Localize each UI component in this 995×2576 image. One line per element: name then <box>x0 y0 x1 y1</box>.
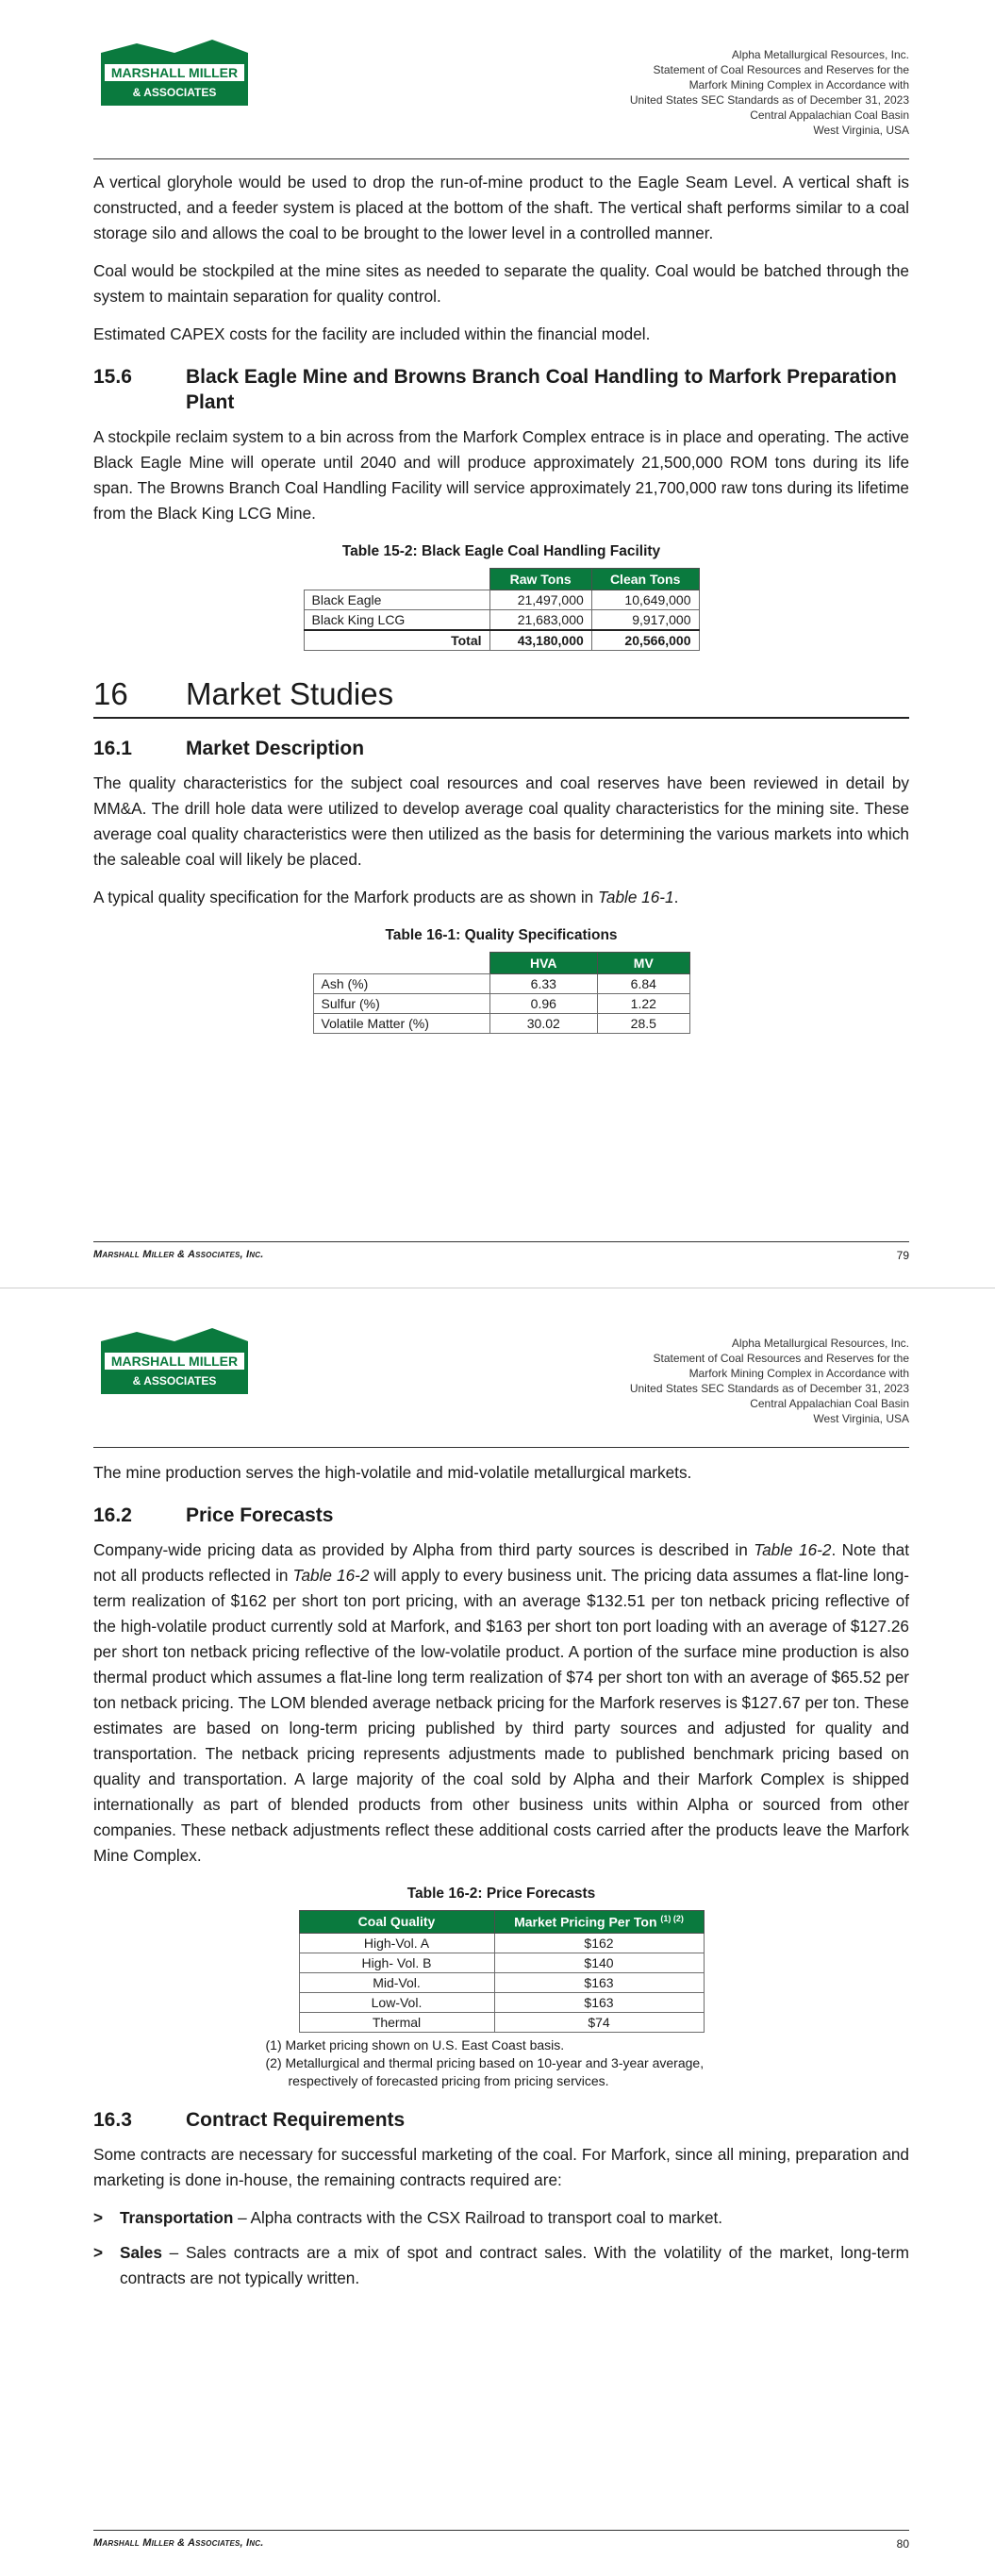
table-row <box>313 1014 689 1034</box>
cell-clean-tons: 9,917,000 <box>591 610 699 631</box>
footer-divider <box>93 2530 909 2531</box>
text-run: . <box>673 888 679 906</box>
header-line: Statement of Coal Resources and Reserves for the <box>653 63 909 76</box>
column-header: MV <box>598 953 689 974</box>
column-header-text: Market Pricing Per Ton <box>514 1914 657 1930</box>
document-header <box>630 1336 909 1426</box>
section-title: Contract Requirements <box>186 2108 406 2131</box>
header-line: West Virginia, USA <box>813 124 909 137</box>
page-number: 79 <box>896 1249 909 1262</box>
section-heading-16-2 <box>93 1503 909 1528</box>
table-total-row <box>304 630 699 651</box>
cell-hva: 30.02 <box>489 1014 598 1034</box>
cell-price: $140 <box>494 1953 704 1972</box>
paragraph: Some contracts are necessary for successful marketing of the coal. For Marfork, since all mining, preparation and marketing is done in-house, the remaining contracts required are: <box>93 2144 909 2189</box>
cell-clean-tons: 10,649,000 <box>591 590 699 610</box>
table-row <box>299 1953 704 1972</box>
page-80 <box>0 1288 995 2576</box>
table-notes <box>266 2036 738 2090</box>
row-label: Low-Vol. <box>299 1992 494 2012</box>
cell-mv: 1.22 <box>598 994 689 1014</box>
company-logo <box>99 40 250 108</box>
row-label: Black King LCG <box>304 610 489 631</box>
table-note: (2) Metallurgical and thermal pricing based on 10-year and 3-year average, respectively of forecasted pricing from pricing services. <box>265 2054 705 2088</box>
paragraph: The quality characteristics for the subject coal resources and coal reserves have been reviewed in detail by MM&A. The drill hole data were utilized to develop average coal quality characteristics for the mining site. These average coal quality characteristics were then utilized as the basis for determining the various markets into which the saleable coal will likely be placed. <box>93 773 909 869</box>
cell-hva: 0.96 <box>489 994 598 1014</box>
footer-company: Marshall Miller & Associates, Inc. <box>93 2537 264 2549</box>
list-item <box>93 2240 909 2291</box>
company-logo <box>99 1328 250 1396</box>
text-run: . Note that not all products reflected in <box>93 1540 910 1585</box>
row-label: Ash (%) <box>313 974 489 994</box>
cell-price: $163 <box>494 1992 704 2012</box>
cell-price: $162 <box>494 1933 704 1953</box>
table-row <box>304 590 699 610</box>
section-heading-16-3 <box>93 2107 909 2133</box>
header-line: Central Appalachian Coal Basin <box>750 1397 909 1410</box>
table-note: (1) Market pricing shown on U.S. East Coast basis. <box>265 2036 565 2052</box>
table-reference: Table 16-2 <box>754 1540 832 1559</box>
table-reference: Table 16-2 <box>292 1566 370 1585</box>
section-heading-16-1 <box>93 736 909 761</box>
row-label: Volatile Matter (%) <box>313 1014 489 1034</box>
footer-company: Marshall Miller & Associates, Inc. <box>93 1249 264 1260</box>
chapter-number: 16 <box>93 676 128 711</box>
header-line: United States SEC Standards as of December 31, 2023 <box>629 93 909 107</box>
logo-graphic <box>99 1328 250 1396</box>
table-row <box>304 610 699 631</box>
cell-price: $74 <box>494 2012 704 2032</box>
header-divider <box>93 1447 909 1448</box>
section-heading-15-6 <box>93 364 909 415</box>
row-label: Mid-Vol. <box>299 1972 494 1992</box>
cell-hva: 6.33 <box>489 974 598 994</box>
table-caption: Table 16-2: Price Forecasts <box>406 1886 596 1902</box>
bullet-marker: > <box>93 2242 104 2262</box>
bullet-term: Transportation <box>120 2207 234 2227</box>
total-label: Total <box>304 630 489 651</box>
paragraph: A stockpile reclaim system to a bin across from the Marfork Complex entrace is in place and operating. The active Black Eagle Mine will operate until 2040 and will produce approximately 21,500,000 ROM tons during its life span. The Browns Branch Coal Handling Facility will service approximately 21,700,000 raw tons during its lifetime from the Black King LCG Mine. <box>93 427 909 523</box>
paragraph <box>93 885 909 910</box>
paragraph <box>93 1537 909 1869</box>
table-15-2 <box>304 568 700 651</box>
logo-line-1: MARSHALL MILLER <box>110 1354 239 1369</box>
bullet-description: – Sales contracts are a mix of spot and contract sales. With the volatility of the market, long-term contracts are not typically written. <box>120 2242 909 2287</box>
header-line: West Virginia, USA <box>813 1412 909 1425</box>
text-run: Company-wide pricing data as provided by Alpha from third party sources is described in <box>93 1540 755 1559</box>
row-label: Thermal <box>299 2012 494 2032</box>
header-line: United States SEC Standards as of December 31, 2023 <box>629 1382 909 1395</box>
table-16-1 <box>313 952 690 1034</box>
page-content <box>93 170 909 1034</box>
section-title: Black Eagle Mine and Browns Branch Coal Handling to Marfork Preparation Plant <box>186 366 897 413</box>
table-reference: Table 16-1 <box>597 888 674 906</box>
paragraph: Estimated CAPEX costs for the facility are included within the financial model. <box>93 324 651 343</box>
footnote-marker: (1) (2) <box>660 1914 684 1923</box>
column-header: Clean Tons <box>591 569 699 590</box>
total-clean-tons: 20,566,000 <box>591 630 699 651</box>
column-header: Coal Quality <box>299 1911 494 1934</box>
table-row <box>313 994 689 1014</box>
bullet-marker: > <box>93 2207 104 2227</box>
footer-divider <box>93 1241 909 1242</box>
table-row <box>299 1933 704 1953</box>
column-header: HVA <box>489 953 598 974</box>
table-row <box>313 974 689 994</box>
header-line: Statement of Coal Resources and Reserves for the <box>653 1352 909 1365</box>
total-raw-tons: 43,180,000 <box>489 630 591 651</box>
chapter-title: Market Studies <box>186 676 394 711</box>
paragraph: The mine production serves the high-volatile and mid-volatile metallurgical markets. <box>93 1463 692 1482</box>
section-title: Market Description <box>186 738 365 759</box>
table-caption: Table 16-1: Quality Specifications <box>385 927 618 943</box>
row-label: High- Vol. B <box>299 1953 494 1972</box>
section-number: 16.2 <box>93 1504 132 1526</box>
logo-line-2: & ASSOCIATES <box>132 86 217 99</box>
header-line: Alpha Metallurgical Resources, Inc. <box>731 1337 909 1350</box>
row-label: Black Eagle <box>304 590 489 610</box>
bullet-description: – Alpha contracts with the CSX Railroad to transport coal to market. <box>233 2207 723 2227</box>
bullet-term: Sales <box>120 2242 162 2262</box>
chapter-heading-16 <box>93 675 909 719</box>
text-run: will apply to every business unit. The pricing data assumes a flat-line long-term realization of $162 per short ton port pricing, with an average $132.51 per ton netback pricing reflective of the high-volatile product currently sold at Marfork, and $163 per short ton port loading with an average of $127.26 per short ton netback pricing reflective of the low-volatile product. A portion of the surface mine production is also thermal product which assumes a flat-line long term realization of $74 per short ton with an average of $65.52 per ton netback pricing. The LOM blended average netback pricing for the Marfork reserves is $127.67 per ton. These estimates are based on long-term pricing published by third party sources and adjusted for quality and transportation. The netback pricing represents adjustments made to published benchmark pricing based on quality and transportation. A large majority of the coal sold by Alpha and their Marfork Complex is shipped internationally as part of blended products from other business units within Alpha or sourced from other companies. These netback adjustments reflect these additional costs carried after the products leave the Marfork Mine Complex. <box>93 1566 910 1865</box>
header-line: Marfork Mining Complex in Accordance with <box>688 78 909 91</box>
column-header: Raw Tons <box>489 569 591 590</box>
header-line: Alpha Metallurgical Resources, Inc. <box>731 48 909 61</box>
section-title: Price Forecasts <box>186 1504 334 1526</box>
document-header <box>630 47 909 138</box>
cell-price: $163 <box>494 1972 704 1992</box>
section-number: 15.6 <box>93 366 132 388</box>
bullet-text <box>120 2205 909 2231</box>
header-line: Central Appalachian Coal Basin <box>750 108 909 122</box>
table-row <box>299 1992 704 2012</box>
column-header <box>494 1911 704 1934</box>
bullet-text <box>120 2240 909 2291</box>
row-label: Sulfur (%) <box>313 994 489 1014</box>
text-run: A typical quality specification for the Marfork products are as shown in <box>93 888 598 906</box>
table-row <box>299 2012 704 2032</box>
paragraph: A vertical gloryhole would be used to drop the run-of-mine product to the Eagle Seam Level. A vertical shaft is constructed, and a feeder system is placed at the bottom of the shaft. The vertical shaft performs similar to a coal storage silo and allows the coal to be brought to the lower level in a controlled manner. <box>93 173 909 242</box>
list-item <box>93 2205 909 2231</box>
logo-graphic <box>99 40 250 108</box>
header-line: Marfork Mining Complex in Accordance with <box>688 1367 909 1380</box>
cell-raw-tons: 21,497,000 <box>489 590 591 610</box>
logo-line-1: MARSHALL MILLER <box>110 65 239 80</box>
page-number: 80 <box>896 2537 909 2551</box>
cell-mv: 6.84 <box>598 974 689 994</box>
table-corner <box>304 569 489 590</box>
header-divider <box>93 158 909 159</box>
cell-mv: 28.5 <box>598 1014 689 1034</box>
section-number: 16.3 <box>93 2108 132 2131</box>
table-corner <box>313 953 489 974</box>
logo-line-2: & ASSOCIATES <box>132 1374 217 1388</box>
table-row <box>299 1972 704 1992</box>
table-caption: Table 15-2: Black Eagle Coal Handling Facility <box>341 543 661 559</box>
table-16-2 <box>299 1910 705 2033</box>
row-label: High-Vol. A <box>299 1933 494 1953</box>
cell-raw-tons: 21,683,000 <box>489 610 591 631</box>
page-content <box>93 1460 909 2301</box>
paragraph: Coal would be stockpiled at the mine sites as needed to separate the quality. Coal would be batched through the system to maintain separation for quality control. <box>93 261 909 306</box>
section-number: 16.1 <box>93 738 132 759</box>
